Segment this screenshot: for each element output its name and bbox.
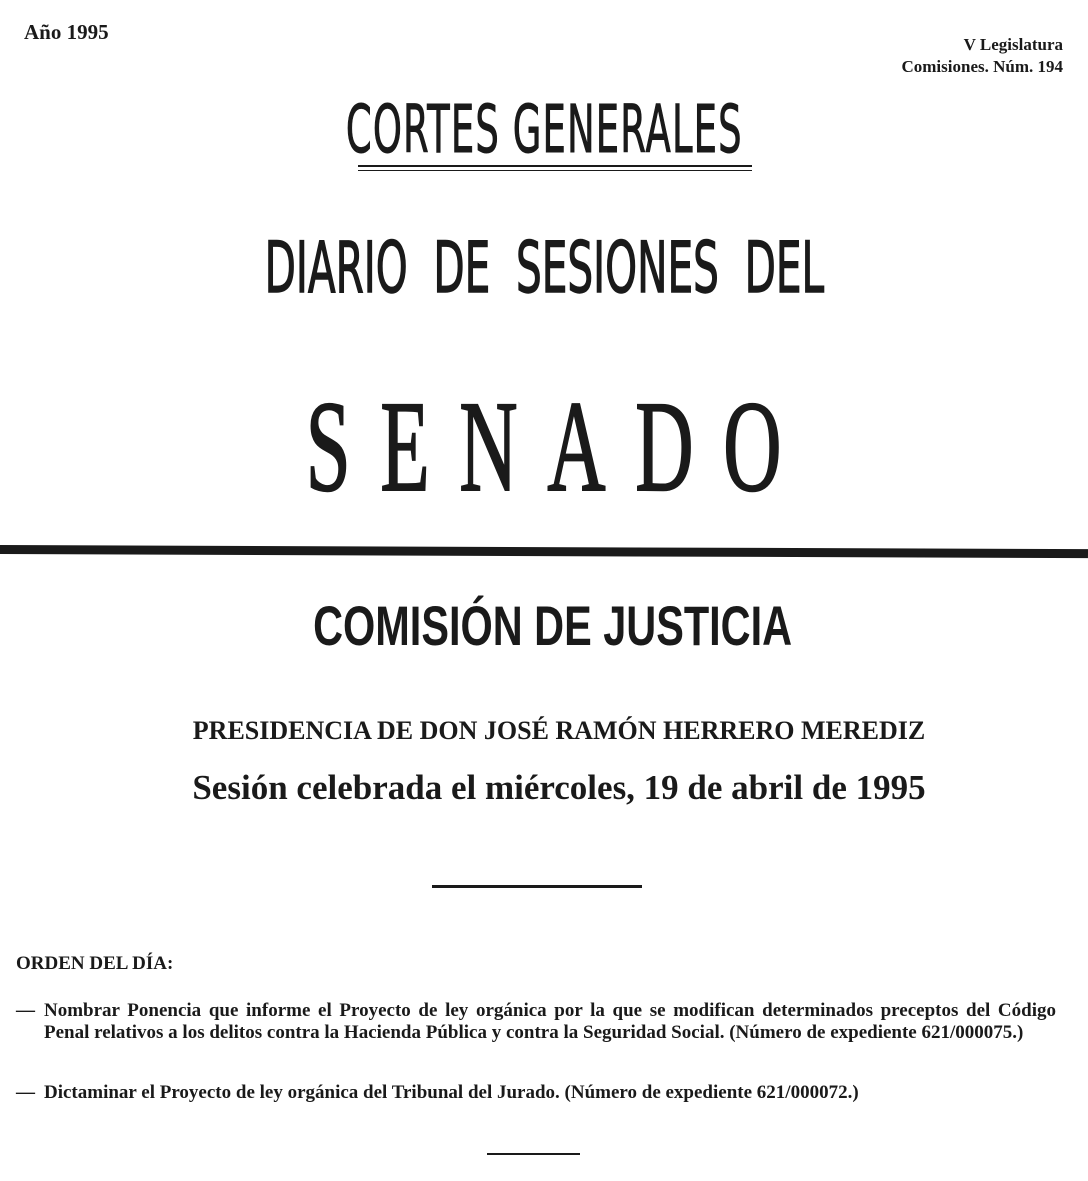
cortes-underline-thick [358, 165, 752, 167]
cortes-underline-thin [358, 170, 752, 171]
commission-number: Comisiones. Núm. 194 [901, 57, 1063, 76]
masthead-cortes [0, 91, 1088, 168]
agenda-heading: ORDEN DEL DÍA: [16, 953, 174, 974]
masthead-diario [0, 227, 1088, 309]
senado-title: SENADO [306, 375, 812, 519]
committee-heading [0, 596, 1088, 656]
end-divider [487, 1153, 580, 1155]
diario-title: DIARIO DE SESIONES DEL [264, 227, 824, 309]
agenda-item [16, 1082, 1056, 1104]
masthead-divider [0, 545, 1088, 558]
presidency-line: PRESIDENCIA DE DON JOSÉ RAMÓN HERRERO MEREDIZ [192, 716, 926, 745]
agenda-item [16, 1000, 1056, 1044]
legislature-label: V Legislatura [963, 35, 1063, 54]
agenda-item-text: Dictaminar el Proyecto de ley orgánica del Tribunal del Jurado. (Número de expediente 621/000072.) [44, 1082, 859, 1103]
session-date: Sesión celebrada el miércoles, 19 de abril de 1995 [192, 768, 926, 807]
agenda-dash: — [16, 1000, 35, 1021]
agenda-dash: — [16, 1082, 35, 1103]
cortes-generales-title: CORTES GENERALES [345, 91, 743, 168]
legislature-info [901, 34, 1063, 78]
agenda-item-text: Nombrar Ponencia que informe el Proyecto de ley orgánica por la que se modifican determinados preceptos del Código Penal relativos a los delitos contra la Hacienda Pública y contra la Seguridad Social. (Número de expediente 621/000075.) [44, 1000, 1056, 1043]
masthead-senado [0, 375, 1088, 519]
publication-year: Año 1995 [24, 20, 109, 44]
section-divider [432, 885, 642, 888]
committee-title: COMISIÓN DE JUSTICIA [313, 594, 793, 657]
